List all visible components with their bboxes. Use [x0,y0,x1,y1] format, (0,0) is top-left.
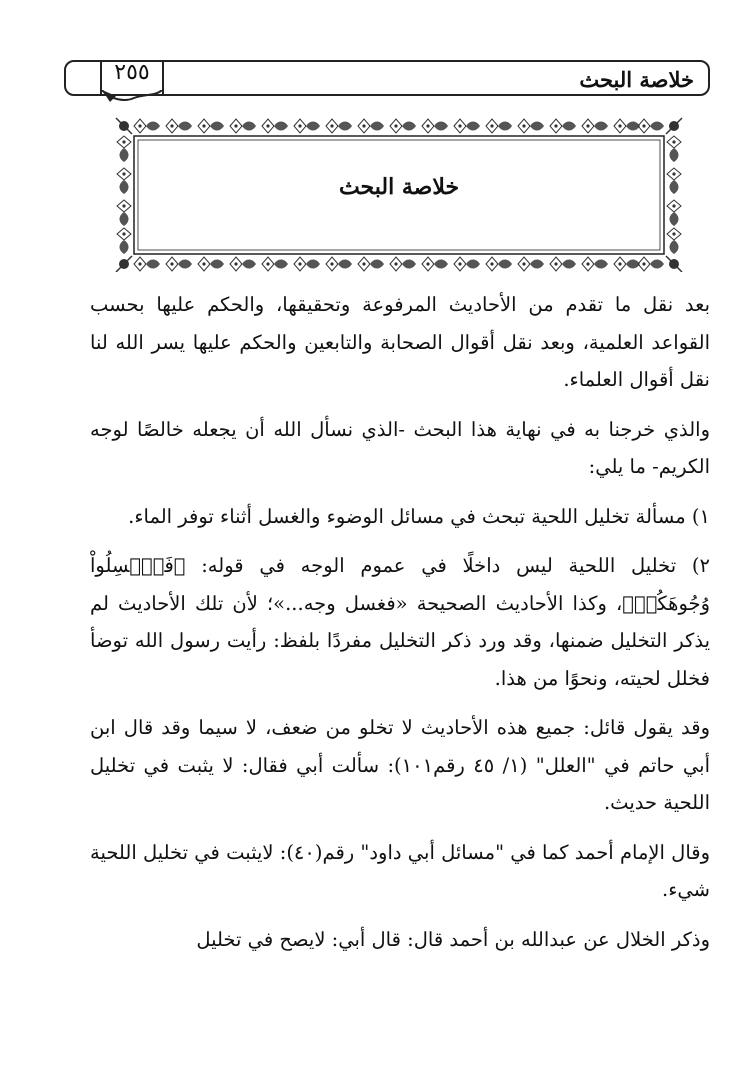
paragraph-point-1: ١) مسألة تخليل اللحية تبحث في مسائل الوضوء والغسل أثناء توفر الماء. [128,504,710,528]
section-title: خلاصة البحث [338,174,460,200]
paragraph-outcome: والذي خرجنا به في نهاية هذا البحث -الذي نسأل الله أن يجعله خالصًا لوجه الكريم- ما يلي: [90,417,710,478]
paragraph-point-2: ٢) تخليل اللحية ليس داخلًا في عموم الوجه في قوله: ﴿فَٱغۡسِلُواْ وُجُوهَكُمۡ﴾، وكذا الأحاديث الصحيحة «فغسل وجه...»؛ لأن تلك الأحاديث لم يذكر التخليل ضمنها، وقد ورد ذكر التخليل مفردًا بلفظ: رأيت رسول الله توضأ فخلل لحيته، ونحوًا من هذا. [90,554,710,690]
page-number-tab [100,60,164,94]
title-ornamental-frame [114,116,684,272]
page-header [64,60,710,96]
running-title: خلاصة البحث [579,67,694,92]
body-text [90,286,710,970]
paragraph-intro: بعد نقل ما تقدم من الأحاديث المرفوعة وتحقيقها، والحكم عليها بحسب القواعد العلمية، وبعد نقل أقوال الصحابة والتابعين والحكم عليها يسر الله لنا نقل أقوال العلماء. [90,293,710,391]
paragraph-ahmad-quote: وقال الإمام أحمد كما في "مسائل أبي داود" رقم(٤٠): لايثبت في تخليل اللحية شيء. [90,840,710,901]
page-number: ٢٥٥ [114,60,150,85]
paragraph-khallal-quote: وذكر الخلال عن عبدالله بن أحمد قال: قال أبي: لايصح في تخليل [196,927,710,951]
page-curl-icon [100,90,164,104]
paragraph-objection: وقد يقول قائل: جميع هذه الأحاديث لا تخلو من ضعف، لا سيما وقد قال ابن أبي حاتم في "العلل" (١/ ٤٥ رقم١٠١): سألت أبي فقال: لا يثبت في تخليل اللحية حديث. [90,716,711,814]
